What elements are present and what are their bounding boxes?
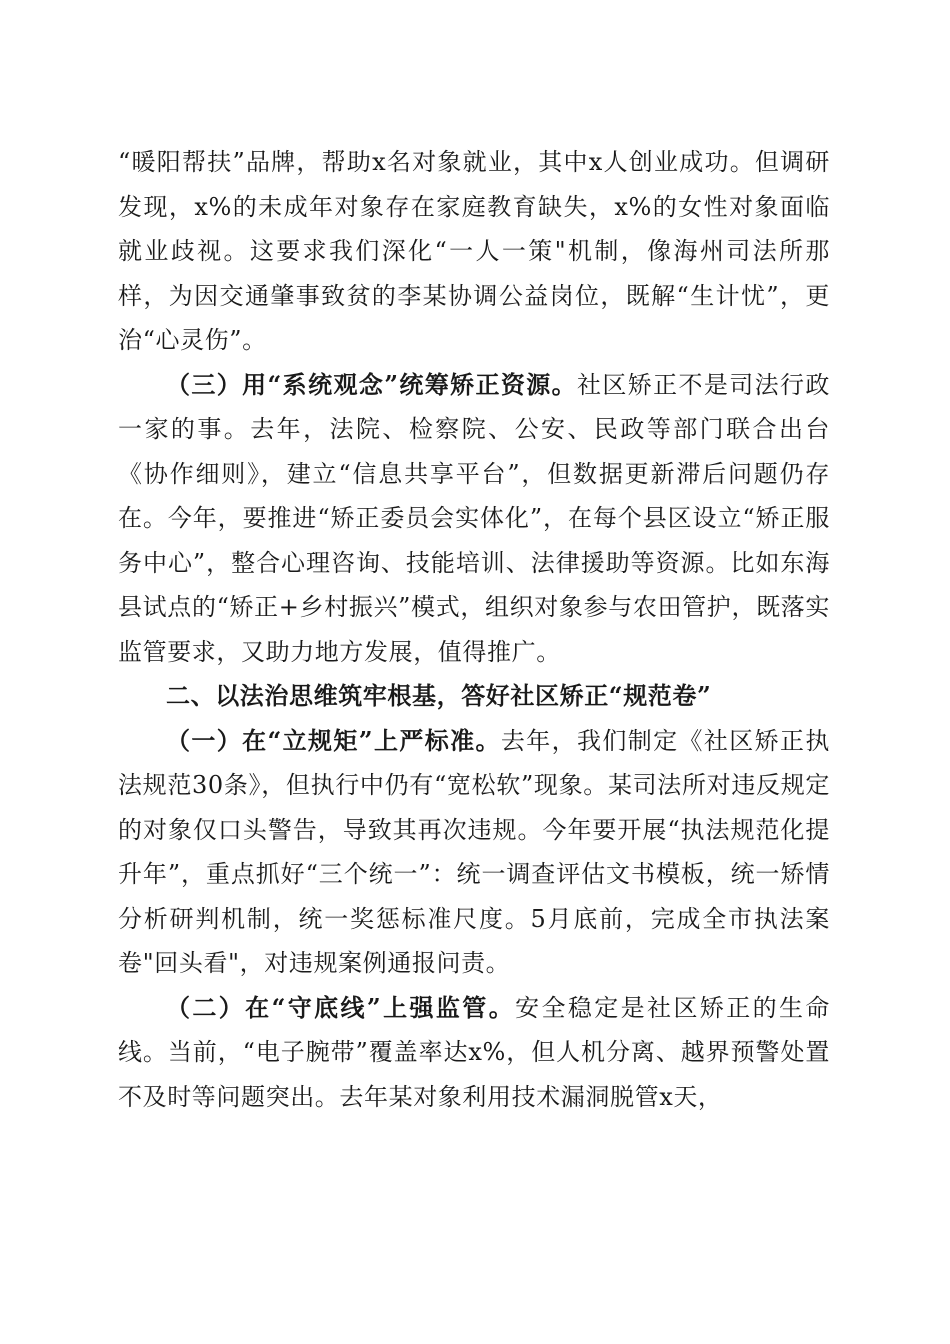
paragraph-text: “暖阳帮扶”品牌，帮助x名对象就业，其中x人创业成功。但调研发现，x%的未成年对象存在家庭教育缺失，x%的女性对象面临就业歧视。这要求我们深化“一人一策"机制，像海州司法所那样，为因交通肇事致贫的李某协调公益岗位，既解“生计忧”，更治“心灵伤”。	[118, 148, 830, 354]
paragraph-text: 安全稳定是社区矫正的生命线。当前，“电子腕带”覆盖率达x%，但人机分离、越界预警处置不及时等问题突出。去年某对象利用技术漏洞脱管x天，	[118, 993, 830, 1111]
section-heading-2: 二、以法治思维筑牢根基，答好社区矫正“规范卷”	[166, 681, 712, 710]
paragraph-set-rules	[118, 719, 830, 986]
paragraph-bottom-line	[118, 986, 830, 1120]
paragraph-text: 去年，我们制定《社区矫正执法规范30条》，但执行中仍有“宽松软”现象。某司法所对违反规定的对象仅口头警告，导致其再次违规。今年要开展“执法规范化提升年”，重点抓好“三个统一”：统一调查评估文书模板，统一矫情分析研判机制，统一奖惩标准尺度。5月底前，完成全市执法案卷"回头看"，对违规案例通报问责。	[118, 726, 830, 977]
paragraph-lead-heading: （一）在“立规矩”上严标准。	[166, 725, 501, 755]
paragraph-continued	[118, 140, 830, 363]
paragraph-lead-heading: （三）用“系统观念”统筹矫正资源。	[166, 369, 578, 399]
paragraph-text: 社区矫正不是司法行政一家的事。去年，法院、检察院、公安、民政等部门联合出台《协作细则》，建立“信息共享平台”，但数据更新滞后问题仍存在。今年，要推进“矫正委员会实体化”，在每个县区设立“矫正服务中心”，整合心理咨询、技能培训、法律援助等资源。比如东海县试点的“矫正+乡村振兴”模式，组织对象参与农田管护，既落实监管要求，又助力地方发展，值得推广。	[118, 370, 831, 666]
paragraph-lead-heading: （二）在“守底线”上强监管。	[166, 992, 516, 1022]
paragraph-system-concept	[118, 363, 830, 675]
document-body	[118, 140, 830, 1119]
